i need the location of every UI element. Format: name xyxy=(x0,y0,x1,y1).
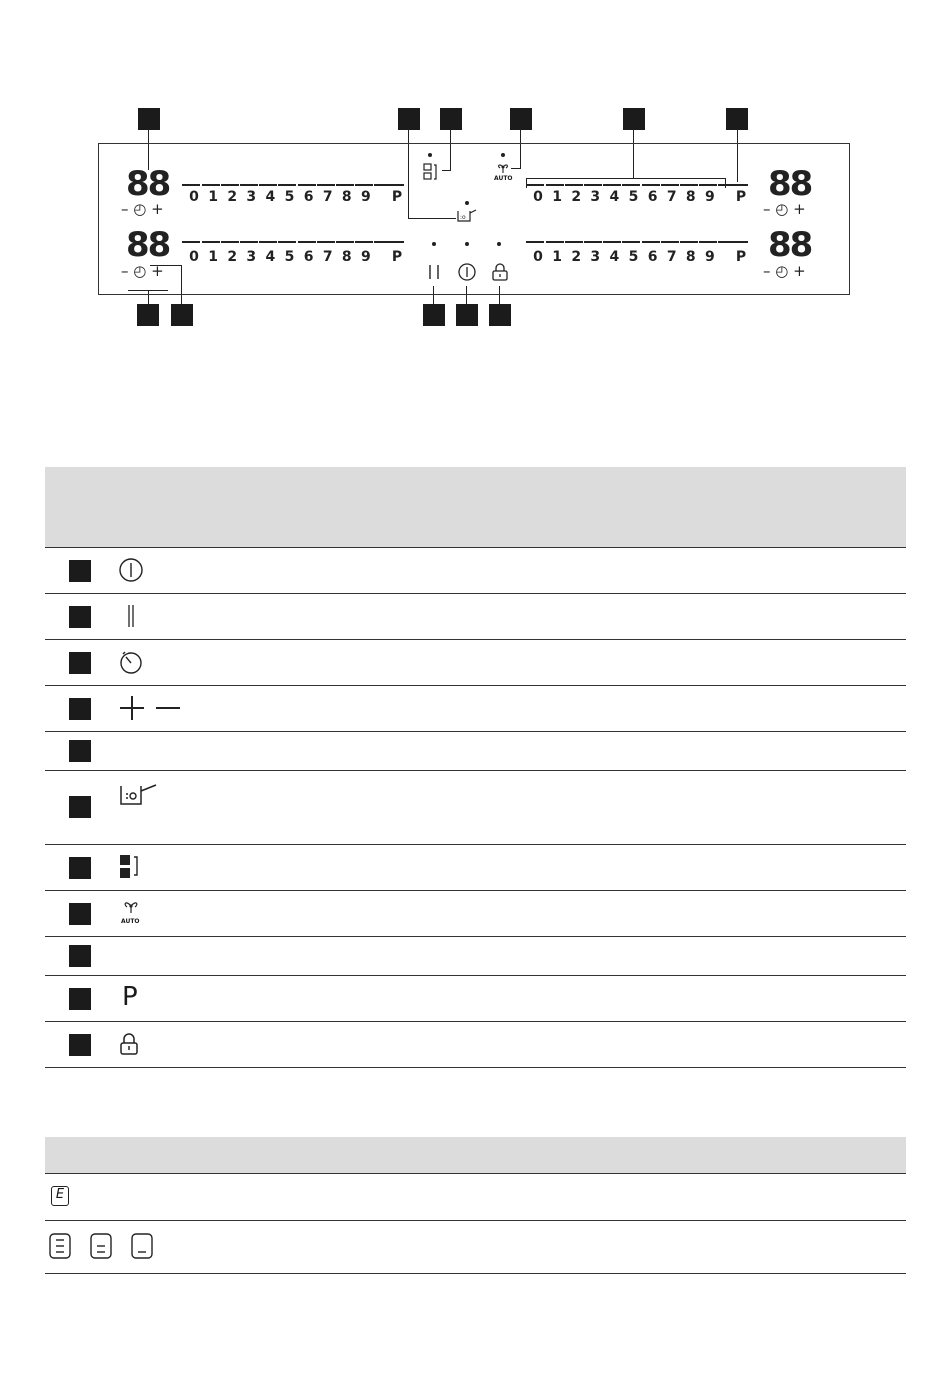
svg-text::o: :o xyxy=(460,214,466,221)
power-level-1[interactable]: 1 xyxy=(208,189,218,205)
callout-box xyxy=(489,304,511,326)
table-row xyxy=(45,640,906,686)
indicator-dot xyxy=(501,153,505,157)
scale-dash xyxy=(642,184,660,186)
power-level-7[interactable]: 7 xyxy=(322,249,333,265)
power-level-4[interactable]: 4 xyxy=(609,249,620,265)
scale-dash xyxy=(565,184,583,186)
power-level-1[interactable]: 1 xyxy=(552,249,562,265)
power-level-6[interactable]: 6 xyxy=(303,249,314,265)
auto-label: AUTO xyxy=(494,175,513,182)
power-level-3[interactable]: 3 xyxy=(246,189,257,205)
minus-icon[interactable]: – xyxy=(763,200,771,218)
power-boost-p[interactable]: P xyxy=(391,249,403,265)
indicator-dot xyxy=(465,242,469,246)
plus-icon[interactable]: + xyxy=(151,200,164,218)
table-row xyxy=(45,548,906,594)
lock-icon[interactable] xyxy=(491,262,509,282)
scale-dash xyxy=(221,184,239,186)
table-row xyxy=(45,732,906,771)
power-level-8[interactable]: 8 xyxy=(685,249,696,265)
power-level-6[interactable]: 6 xyxy=(303,189,314,205)
scale-dash xyxy=(336,184,354,186)
timer-controls-right-2[interactable] xyxy=(763,264,806,279)
scale-dash xyxy=(221,241,239,243)
power-level-2[interactable]: 2 xyxy=(571,249,582,265)
power-level-5[interactable]: 5 xyxy=(284,189,295,205)
power-level-4[interactable]: 4 xyxy=(265,189,276,205)
scale-dash xyxy=(642,241,660,243)
timer-icon: ◴ xyxy=(133,262,147,280)
scale-dash xyxy=(699,241,717,243)
row-number-box xyxy=(69,857,91,879)
power-level-3[interactable]: 3 xyxy=(246,249,257,265)
bridge-icon[interactable] xyxy=(423,163,439,181)
power-level-4[interactable]: 4 xyxy=(265,249,276,265)
row-number-box xyxy=(69,903,91,925)
scale-dash xyxy=(680,241,698,243)
minus-icon[interactable]: – xyxy=(121,200,129,218)
callout-box xyxy=(138,108,160,130)
power-level-9[interactable]: 9 xyxy=(361,249,371,265)
scale-dash xyxy=(355,241,373,243)
power-level-0[interactable]: 0 xyxy=(189,249,199,265)
scale-dash xyxy=(730,184,748,186)
plus-icon[interactable]: + xyxy=(793,262,806,280)
scale-dash xyxy=(182,241,200,243)
scale-dash xyxy=(336,241,354,243)
row-number-box xyxy=(69,1034,91,1056)
scale-dash xyxy=(355,184,373,186)
hob2hood-fan-icon[interactable] xyxy=(495,162,511,174)
scale-dash xyxy=(603,184,621,186)
timer-controls-left-2[interactable] xyxy=(121,264,164,279)
minus-icon[interactable]: – xyxy=(121,262,129,280)
power-level-7[interactable]: 7 xyxy=(322,189,333,205)
timer-icon: ◴ xyxy=(775,200,789,218)
scale-dash xyxy=(386,241,404,243)
scale-dash xyxy=(565,241,583,243)
zone-display-rear-right: 88 xyxy=(768,225,812,265)
table-row xyxy=(45,686,906,732)
auto-label: AUTO xyxy=(121,918,140,925)
residual-heat-icons xyxy=(49,1233,159,1259)
pot-icon xyxy=(118,783,160,809)
power-boost-p[interactable]: P xyxy=(391,189,403,205)
table-row xyxy=(45,891,906,937)
table-row xyxy=(45,594,906,640)
symbols-table xyxy=(45,467,906,1068)
row-number-box xyxy=(69,698,91,720)
power-level-5[interactable]: 5 xyxy=(284,249,295,265)
table-row xyxy=(45,1221,906,1274)
scale-dash xyxy=(603,241,621,243)
table-row xyxy=(45,1022,906,1068)
row-number-box xyxy=(69,796,91,818)
timer-controls-right-1[interactable] xyxy=(763,202,806,217)
callout-box xyxy=(456,304,478,326)
scale-dash xyxy=(278,184,296,186)
table-row xyxy=(45,771,906,845)
power-level-1[interactable]: 1 xyxy=(552,189,562,205)
display-e-icon xyxy=(51,1186,69,1206)
scale-dash xyxy=(661,184,679,186)
power-level-8[interactable]: 8 xyxy=(341,249,352,265)
row-number-box xyxy=(69,740,91,762)
power-boost-p[interactable]: P xyxy=(735,189,747,205)
scale-dash xyxy=(298,184,316,186)
timer-icon: ◴ xyxy=(775,262,789,280)
zone-display-rear-left: 88 xyxy=(126,225,170,265)
table-row xyxy=(45,1174,906,1221)
timer-icon xyxy=(118,649,144,675)
table-row xyxy=(45,845,906,891)
table-header xyxy=(45,1137,906,1174)
scale-dash xyxy=(584,184,602,186)
power-level-0[interactable]: 0 xyxy=(533,189,543,205)
callout-box xyxy=(510,108,532,130)
scale-dash xyxy=(622,241,640,243)
scale-dash xyxy=(730,241,748,243)
indicator-dot xyxy=(465,201,469,205)
indicator-dot xyxy=(497,242,501,246)
power-boost-p[interactable]: P xyxy=(735,249,747,265)
callout-box xyxy=(726,108,748,130)
callout-box xyxy=(423,304,445,326)
table-row xyxy=(45,976,906,1022)
row-number-box xyxy=(69,652,91,674)
zone-display-front-left: 88 xyxy=(126,164,170,204)
scale-dash xyxy=(259,184,277,186)
power-level-8[interactable]: 8 xyxy=(685,189,696,205)
power-level-3[interactable]: 3 xyxy=(590,189,601,205)
scale-dash xyxy=(680,184,698,186)
power-level-5[interactable]: 5 xyxy=(628,189,639,205)
plus-minus-icon xyxy=(118,695,182,721)
minus-icon[interactable]: – xyxy=(763,262,771,280)
row-number-box xyxy=(69,988,91,1010)
hob2hood-auto-icon xyxy=(118,899,144,919)
power-icon xyxy=(118,557,144,583)
power-level-9[interactable]: 9 xyxy=(361,189,371,205)
table-row xyxy=(45,937,906,976)
power-level-7[interactable]: 7 xyxy=(666,189,677,205)
pause-icon[interactable] xyxy=(426,263,442,281)
scale-dash xyxy=(317,184,335,186)
scale-dash xyxy=(622,184,640,186)
bridge-icon xyxy=(118,853,144,881)
scale-dash xyxy=(546,241,564,243)
callout-box xyxy=(623,108,645,130)
scale-dash xyxy=(386,184,404,186)
timer-icon: ◴ xyxy=(133,200,147,218)
power-level-0[interactable]: 0 xyxy=(189,189,199,205)
power-icon[interactable] xyxy=(457,262,477,282)
callout-box xyxy=(137,304,159,326)
scale-dash xyxy=(202,184,220,186)
scale-dash xyxy=(661,241,679,243)
scale-dash xyxy=(278,241,296,243)
scale-dash xyxy=(259,241,277,243)
callout-box xyxy=(398,108,420,130)
boost-icon: P xyxy=(122,982,138,1012)
callout-box xyxy=(440,108,462,130)
indicator-dot xyxy=(432,242,436,246)
callout-box xyxy=(171,304,193,326)
power-level-7[interactable]: 7 xyxy=(666,249,677,265)
scale-dash xyxy=(584,241,602,243)
power-level-0[interactable]: 0 xyxy=(533,249,543,265)
scale-dash xyxy=(298,241,316,243)
display-e-letter: E xyxy=(55,1187,65,1202)
scale-dash xyxy=(526,184,544,186)
plus-icon[interactable]: + xyxy=(151,262,164,280)
display-table xyxy=(45,1137,906,1274)
power-level-8[interactable]: 8 xyxy=(341,189,352,205)
power-level-3[interactable]: 3 xyxy=(590,249,601,265)
power-level-6[interactable]: 6 xyxy=(647,249,658,265)
row-number-box xyxy=(69,560,91,582)
table-header xyxy=(45,467,906,548)
scale-dash xyxy=(240,241,258,243)
scale-dash xyxy=(240,184,258,186)
scale-dash xyxy=(202,241,220,243)
plus-icon[interactable]: + xyxy=(793,200,806,218)
power-level-4[interactable]: 4 xyxy=(609,189,620,205)
zone-display-front-right: 88 xyxy=(768,164,812,204)
pause-icon xyxy=(118,603,144,629)
pot-icon[interactable] xyxy=(456,209,478,223)
power-level-2[interactable]: 2 xyxy=(571,189,582,205)
timer-controls-left-1[interactable] xyxy=(121,202,164,217)
scale-dash xyxy=(526,241,544,243)
scale-dash xyxy=(182,184,200,186)
scale-dash xyxy=(546,184,564,186)
power-level-2[interactable]: 2 xyxy=(227,189,238,205)
indicator-dot xyxy=(428,153,432,157)
power-level-9[interactable]: 9 xyxy=(705,189,715,205)
row-number-box xyxy=(69,945,91,967)
scale-dash xyxy=(317,241,335,243)
power-level-9[interactable]: 9 xyxy=(705,249,715,265)
power-level-6[interactable]: 6 xyxy=(647,189,658,205)
scale-dash xyxy=(699,184,717,186)
row-number-box xyxy=(69,606,91,628)
power-level-5[interactable]: 5 xyxy=(628,249,639,265)
power-level-2[interactable]: 2 xyxy=(227,249,238,265)
power-level-1[interactable]: 1 xyxy=(208,249,218,265)
lock-icon xyxy=(118,1032,140,1056)
